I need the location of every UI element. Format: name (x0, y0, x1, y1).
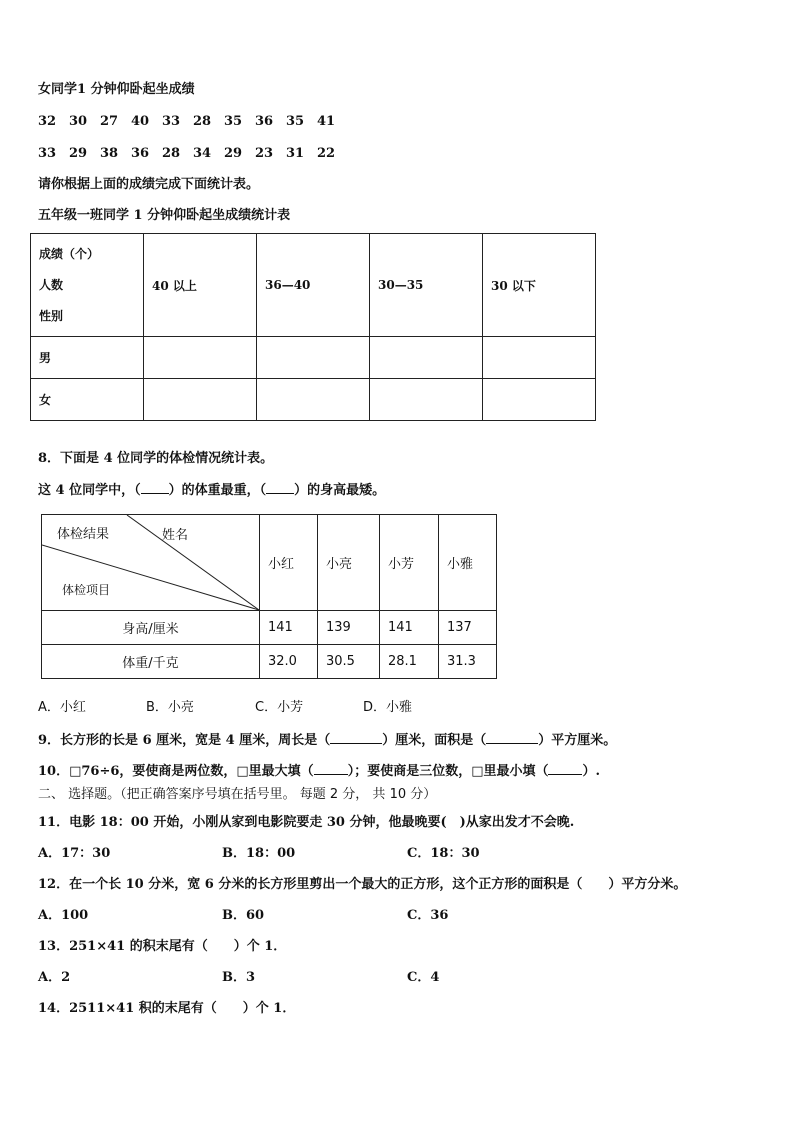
q13-option-a[interactable]: A．2 (38, 970, 71, 985)
height-value: 139 (318, 611, 380, 645)
weight-value: 31.3 (439, 645, 497, 679)
q8-option-a[interactable]: A．小红 (38, 700, 86, 715)
score: 36 (255, 114, 274, 129)
q9-text: 9．长方形的长是 6 厘米，宽是 4 厘米，周长是（ ）厘米，面积是（ ）平方厘米。 (38, 733, 617, 748)
q11-text: 11．电影 18：00 开始，小刚从家到电影院要走 30 分钟，他最晚要( )从家出发才不会晚. (38, 815, 575, 830)
q13-text: 13．251×41 的积末尾有（ ）个 1． (38, 939, 287, 954)
answer-cell[interactable] (144, 379, 257, 421)
corner-header-cell (42, 515, 260, 611)
score: 36 (131, 146, 150, 161)
score: 33 (162, 114, 181, 129)
score: 32 (38, 114, 57, 129)
answer-cell[interactable] (257, 337, 370, 379)
answer-blank[interactable] (548, 762, 582, 775)
situp-stats-table (30, 233, 596, 421)
answer-cell[interactable] (257, 379, 370, 421)
answer-cell[interactable] (144, 337, 257, 379)
q12-option-b[interactable]: B．60 (222, 908, 265, 923)
corner-label-name: 姓名 (162, 528, 189, 543)
q8-text: 8．下面是 4 位同学的体检情况统计表。 (38, 451, 274, 466)
girls-scores-row-2 (38, 146, 348, 162)
score: 38 (100, 146, 119, 161)
q8-option-c[interactable]: C．小芳 (255, 700, 304, 715)
q11-option-c[interactable]: C．18：30 (407, 846, 480, 861)
answer-blank[interactable] (314, 762, 348, 775)
q8-option-b[interactable]: B．小亮 (146, 700, 194, 715)
q11-option-b[interactable]: B．18：00 (222, 846, 296, 861)
score: 35 (286, 114, 305, 129)
name-header: 小芳 (380, 515, 439, 611)
name-header: 小红 (260, 515, 318, 611)
row-label-female: 女 (31, 379, 144, 421)
girls-scores-row-1 (38, 114, 348, 130)
score: 29 (224, 146, 243, 161)
q10-text: 10．□76÷6，要使商是两位数，□里最大填（ ）；要使商是三位数，□里最小填（ ）. (38, 764, 601, 779)
section-2-heading: 二、 选择题。（把正确答案序号填在括号里。 每题 2 分， 共 10 分） (38, 787, 437, 802)
q13-option-c[interactable]: C．4 (407, 970, 440, 985)
weight-value: 32.0 (260, 645, 318, 679)
score: 23 (255, 146, 274, 161)
column-header: 30—35 (370, 234, 483, 337)
q8-prompt: 这 4 位同学中，（ ）的体重最重，（ ）的身高最矮。 (38, 483, 386, 498)
score: 34 (193, 146, 212, 161)
answer-blank[interactable] (266, 481, 294, 494)
q8-option-d[interactable]: D．小雅 (363, 700, 413, 715)
name-header: 小雅 (439, 515, 497, 611)
height-value: 141 (380, 611, 439, 645)
row-label-height: 身高/厘米 (42, 611, 260, 645)
name-header: 小亮 (318, 515, 380, 611)
table1-title: 五年级一班同学 1 分钟仰卧起坐成绩统计表 (38, 208, 291, 223)
health-check-table (41, 514, 497, 679)
answer-blank[interactable] (330, 731, 382, 744)
q12-option-a[interactable]: A．100 (38, 908, 89, 923)
q12-option-c[interactable]: C．36 (407, 908, 449, 923)
instruction-text: 请你根据上面的成绩完成下面统计表。 (38, 177, 260, 192)
score: 29 (69, 146, 88, 161)
column-header: 36—40 (257, 234, 370, 337)
girls-scores-title: 女同学1 分钟仰卧起坐成绩 (38, 82, 195, 97)
score: 28 (162, 146, 181, 161)
weight-value: 28.1 (380, 645, 439, 679)
answer-blank[interactable] (486, 731, 538, 744)
weight-value: 30.5 (318, 645, 380, 679)
score: 40 (131, 114, 150, 129)
row-label-weight: 体重/千克 (42, 645, 260, 679)
score: 27 (100, 114, 119, 129)
score: 28 (193, 114, 212, 129)
q11-option-a[interactable]: A．17：30 (38, 846, 111, 861)
q13-option-b[interactable]: B．3 (222, 970, 256, 985)
answer-cell[interactable] (483, 337, 596, 379)
answer-blank[interactable] (141, 481, 169, 494)
row-label-male: 男 (31, 337, 144, 379)
q14-text: 14．2511×41 积的末尾有（ ）个 1． (38, 1001, 296, 1016)
table1-header-cell: 成绩（个） 人数 性别 (31, 234, 144, 337)
column-header: 30 以下 (483, 234, 596, 337)
answer-cell[interactable] (370, 379, 483, 421)
answer-cell[interactable] (370, 337, 483, 379)
height-value: 137 (439, 611, 497, 645)
corner-label-item: 体检项目 (62, 583, 111, 597)
corner-label-result: 体检结果 (57, 527, 110, 542)
score: 31 (286, 146, 305, 161)
score: 22 (317, 146, 336, 161)
score: 33 (38, 146, 57, 161)
score: 30 (69, 114, 88, 129)
score: 41 (317, 114, 336, 129)
q12-text: 12．在一个长 10 分米，宽 6 分米的长方形里剪出一个最大的正方形，这个正方形的面积是（ ）平方分米。 (38, 877, 687, 892)
score: 35 (224, 114, 243, 129)
height-value: 141 (260, 611, 318, 645)
column-header: 40 以上 (144, 234, 257, 337)
answer-cell[interactable] (483, 379, 596, 421)
